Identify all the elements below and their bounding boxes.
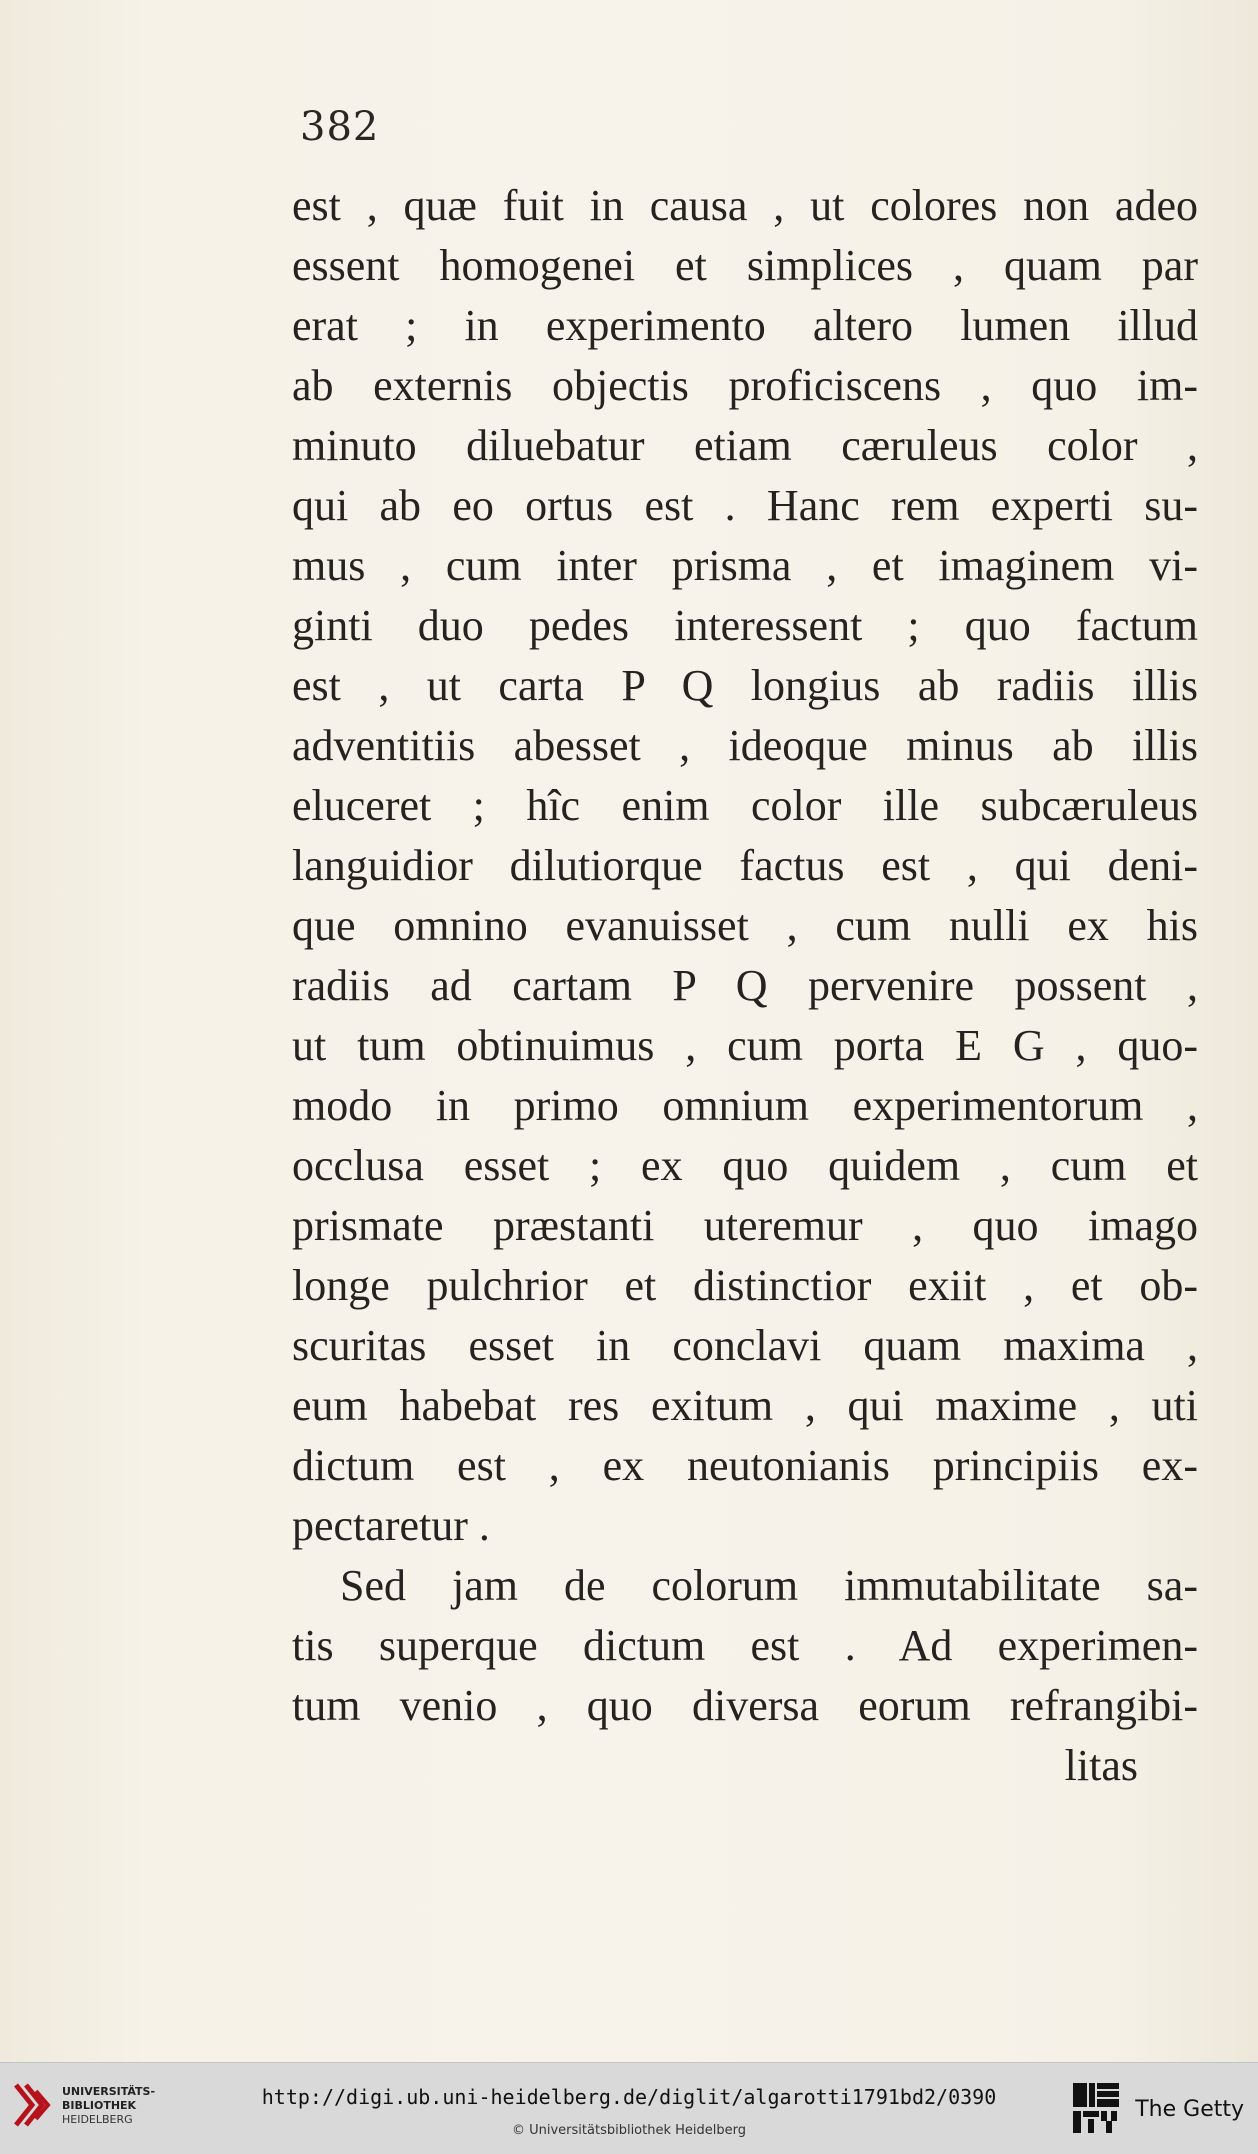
getty-label: The Getty [1135, 2096, 1244, 2122]
text-line: Sed jam de colorum immutabilitate sa- [340, 1561, 1198, 1610]
text-line: modo in primo omnium experimentorum , [292, 1081, 1198, 1130]
text-line: occlusa esset ; ex quo quidem , cum et [292, 1141, 1198, 1190]
text-line: tis superque dictum est . Ad experimen- [292, 1621, 1198, 1670]
permalink-url[interactable]: http://digi.ub.uni-heidelberg.de/diglit/algarotti1791bd2/0390 [261, 2085, 997, 2109]
text-line: minuto diluebatur etiam cæruleus color , [292, 421, 1198, 470]
text-line: que omnino evanuisset , cum nulli ex his [292, 901, 1198, 950]
text-line: ut tum obtinuimus , cum porta E G , quo- [292, 1021, 1198, 1070]
text-line: essent homogenei et simplices , quam par [292, 241, 1198, 290]
text-line: ginti duo pedes interessent ; quo factum [292, 601, 1198, 650]
catchword: litas [1064, 1741, 1138, 1790]
text-line: pectaretur . [292, 1501, 490, 1550]
text-line: est , ut carta P Q longius ab radiis illis [292, 661, 1198, 710]
copyright-notice: © Universitätsbibliothek Heidelberg [511, 2123, 746, 2138]
text-line: mus , cum inter prisma , et imaginem vi- [292, 541, 1198, 590]
text-line: qui ab eo ortus est . Hanc rem experti su- [292, 481, 1198, 530]
footer-bar [0, 2062, 1258, 2154]
text-line: eluceret ; hîc enim color ille subcæruleus [292, 781, 1198, 830]
text-line: tum venio , quo diversa eorum refrangibi- [292, 1681, 1198, 1730]
text-line: prismate præstanti uteremur , quo imago [292, 1201, 1198, 1250]
text-line: longe pulchrior et distinctior exiit , et ob- [292, 1261, 1198, 1310]
getty-mark-icon [1071, 2081, 1121, 2137]
text-line: ab externis objectis proficiscens , quo im- [292, 361, 1198, 410]
text-line: radiis ad cartam P Q pervenire possent , [292, 961, 1198, 1010]
page-number: 382 [300, 104, 380, 150]
body-text [292, 176, 1198, 1796]
ub-logo-line: HEIDELBERG [62, 2113, 133, 2126]
text-line: languidior dilutiorque factus est , qui deni- [292, 841, 1198, 890]
getty-logo[interactable] [1071, 2081, 1244, 2137]
ub-logo-line: UNIVERSITÄTS- [62, 2085, 156, 2098]
text-line: dictum est , ex neutonianis principiis ex- [292, 1441, 1198, 1490]
text-line: scuritas esset in conclavi quam maxima , [292, 1321, 1198, 1370]
ub-logo-line: BIBLIOTHEK [62, 2099, 137, 2112]
text-line: est , quæ fuit in causa , ut colores non adeo [292, 181, 1198, 230]
text-line: erat ; in experimento altero lumen illud [292, 301, 1198, 350]
text-line: eum habebat res exitum , qui maxime , uti [292, 1381, 1198, 1430]
text-line: adventitiis abesset , ideoque minus ab illis [292, 721, 1198, 770]
